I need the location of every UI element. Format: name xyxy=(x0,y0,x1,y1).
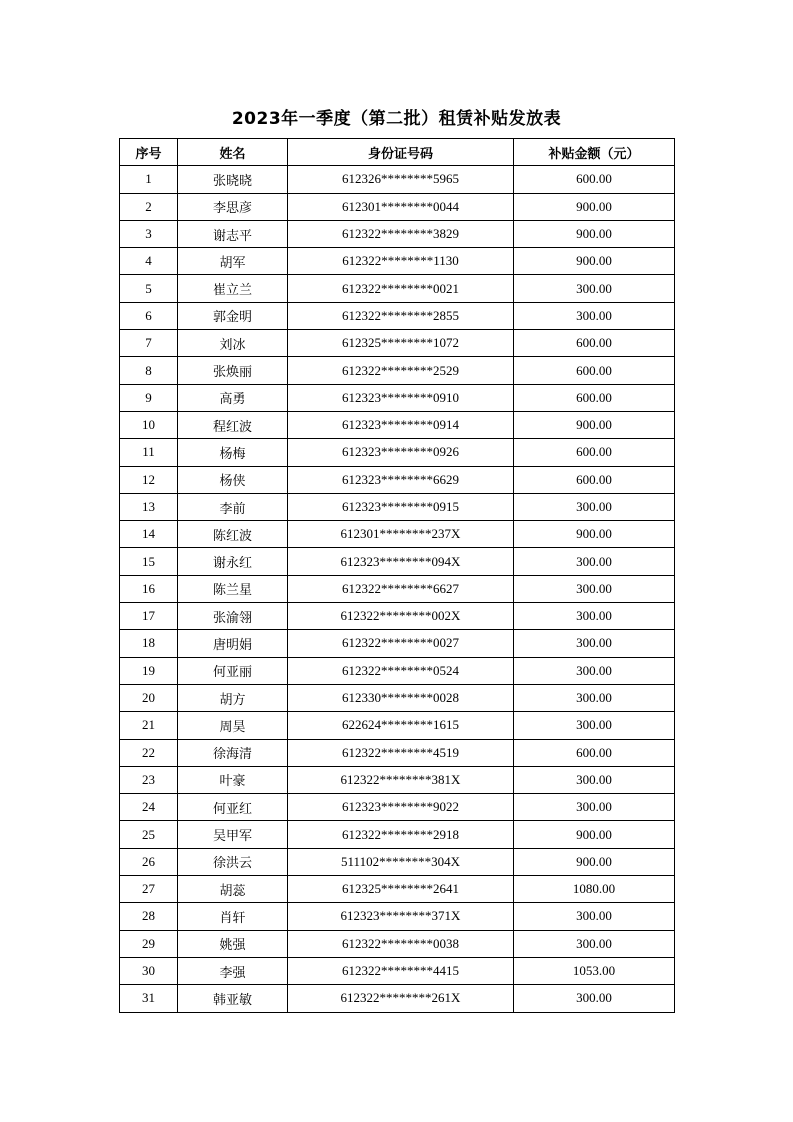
table-row xyxy=(120,876,675,903)
cell-amount: 300.00 xyxy=(514,275,675,302)
cell-id: 612322********0524 xyxy=(288,657,514,684)
cell-amount: 900.00 xyxy=(514,521,675,548)
cell-seq: 7 xyxy=(120,330,178,357)
table-row xyxy=(120,548,675,575)
cell-amount: 300.00 xyxy=(514,603,675,630)
cell-name: 李前 xyxy=(178,493,288,520)
cell-id: 612323********0926 xyxy=(288,439,514,466)
cell-seq: 11 xyxy=(120,439,178,466)
cell-name: 肖轩 xyxy=(178,903,288,930)
cell-name: 程红波 xyxy=(178,411,288,438)
cell-amount: 300.00 xyxy=(514,657,675,684)
cell-id: 612322********261X xyxy=(288,985,514,1012)
cell-seq: 22 xyxy=(120,739,178,766)
cell-amount: 600.00 xyxy=(514,439,675,466)
table-row xyxy=(120,684,675,711)
cell-amount: 900.00 xyxy=(514,411,675,438)
cell-amount: 1080.00 xyxy=(514,876,675,903)
cell-name: 郭金明 xyxy=(178,302,288,329)
cell-amount: 300.00 xyxy=(514,766,675,793)
cell-name: 谢志平 xyxy=(178,220,288,247)
table-row xyxy=(120,248,675,275)
cell-seq: 17 xyxy=(120,603,178,630)
cell-name: 杨梅 xyxy=(178,439,288,466)
cell-id: 612322********381X xyxy=(288,766,514,793)
cell-id: 612322********3829 xyxy=(288,220,514,247)
cell-id: 612325********2641 xyxy=(288,876,514,903)
cell-seq: 14 xyxy=(120,521,178,548)
cell-id: 612325********1072 xyxy=(288,330,514,357)
cell-id: 612323********0910 xyxy=(288,384,514,411)
cell-name: 杨侠 xyxy=(178,466,288,493)
table-row xyxy=(120,411,675,438)
cell-seq: 16 xyxy=(120,575,178,602)
cell-seq: 2 xyxy=(120,193,178,220)
table-row xyxy=(120,603,675,630)
table-header-row xyxy=(120,139,675,166)
cell-id: 612323********0914 xyxy=(288,411,514,438)
table-row xyxy=(120,930,675,957)
header-name: 姓名 xyxy=(178,139,288,166)
cell-amount: 300.00 xyxy=(514,548,675,575)
cell-seq: 20 xyxy=(120,684,178,711)
cell-amount: 300.00 xyxy=(514,930,675,957)
table-row xyxy=(120,357,675,384)
cell-seq: 18 xyxy=(120,630,178,657)
table-row xyxy=(120,521,675,548)
cell-amount: 300.00 xyxy=(514,985,675,1012)
table-row xyxy=(120,275,675,302)
cell-name: 周昊 xyxy=(178,712,288,739)
cell-name: 崔立兰 xyxy=(178,275,288,302)
table-row xyxy=(120,220,675,247)
cell-seq: 4 xyxy=(120,248,178,275)
cell-amount: 600.00 xyxy=(514,166,675,193)
table-row xyxy=(120,985,675,1012)
cell-seq: 19 xyxy=(120,657,178,684)
cell-amount: 600.00 xyxy=(514,739,675,766)
page-title: 2023年一季度（第二批）租赁补贴发放表 xyxy=(231,109,562,129)
cell-amount: 600.00 xyxy=(514,466,675,493)
cell-amount: 300.00 xyxy=(514,684,675,711)
cell-seq: 29 xyxy=(120,930,178,957)
cell-id: 612322********4519 xyxy=(288,739,514,766)
cell-name: 徐海清 xyxy=(178,739,288,766)
cell-id: 612322********2529 xyxy=(288,357,514,384)
cell-seq: 27 xyxy=(120,876,178,903)
cell-seq: 3 xyxy=(120,220,178,247)
cell-amount: 300.00 xyxy=(514,493,675,520)
cell-id: 612322********2918 xyxy=(288,821,514,848)
cell-seq: 5 xyxy=(120,275,178,302)
cell-name: 张渝翎 xyxy=(178,603,288,630)
cell-id: 612322********002X xyxy=(288,603,514,630)
cell-amount: 900.00 xyxy=(514,821,675,848)
cell-amount: 900.00 xyxy=(514,220,675,247)
cell-seq: 31 xyxy=(120,985,178,1012)
cell-name: 唐明娟 xyxy=(178,630,288,657)
cell-id: 612323********371X xyxy=(288,903,514,930)
cell-id: 612322********0021 xyxy=(288,275,514,302)
cell-id: 622624********1615 xyxy=(288,712,514,739)
cell-seq: 15 xyxy=(120,548,178,575)
cell-id: 612322********1130 xyxy=(288,248,514,275)
table-row xyxy=(120,794,675,821)
cell-name: 张晓晓 xyxy=(178,166,288,193)
cell-name: 姚强 xyxy=(178,930,288,957)
cell-id: 612330********0028 xyxy=(288,684,514,711)
cell-id: 612301********0044 xyxy=(288,193,514,220)
table-row xyxy=(120,712,675,739)
cell-id: 612301********237X xyxy=(288,521,514,548)
cell-amount: 300.00 xyxy=(514,575,675,602)
cell-id: 612323********9022 xyxy=(288,794,514,821)
cell-id: 612322********6627 xyxy=(288,575,514,602)
table-row xyxy=(120,821,675,848)
cell-amount: 1053.00 xyxy=(514,957,675,984)
table-row xyxy=(120,766,675,793)
cell-id: 511102********304X xyxy=(288,848,514,875)
cell-name: 陈红波 xyxy=(178,521,288,548)
cell-amount: 300.00 xyxy=(514,903,675,930)
cell-seq: 28 xyxy=(120,903,178,930)
cell-name: 吴甲军 xyxy=(178,821,288,848)
header-amount: 补贴金额（元） xyxy=(514,139,675,166)
cell-id: 612323********6629 xyxy=(288,466,514,493)
cell-name: 李思彦 xyxy=(178,193,288,220)
cell-amount: 900.00 xyxy=(514,248,675,275)
subsidy-table xyxy=(119,138,675,1013)
cell-id: 612322********0038 xyxy=(288,930,514,957)
table-row xyxy=(120,848,675,875)
cell-seq: 26 xyxy=(120,848,178,875)
table-row xyxy=(120,739,675,766)
cell-name: 张焕丽 xyxy=(178,357,288,384)
cell-name: 高勇 xyxy=(178,384,288,411)
cell-amount: 300.00 xyxy=(514,794,675,821)
table-row xyxy=(120,330,675,357)
cell-amount: 300.00 xyxy=(514,712,675,739)
table-row xyxy=(120,466,675,493)
table-row xyxy=(120,575,675,602)
cell-seq: 6 xyxy=(120,302,178,329)
table-row xyxy=(120,384,675,411)
cell-amount: 900.00 xyxy=(514,193,675,220)
cell-seq: 21 xyxy=(120,712,178,739)
cell-id: 612323********0915 xyxy=(288,493,514,520)
cell-seq: 25 xyxy=(120,821,178,848)
cell-amount: 600.00 xyxy=(514,330,675,357)
cell-name: 叶豪 xyxy=(178,766,288,793)
cell-amount: 600.00 xyxy=(514,357,675,384)
cell-amount: 900.00 xyxy=(514,848,675,875)
table-row xyxy=(120,439,675,466)
cell-seq: 9 xyxy=(120,384,178,411)
table-row xyxy=(120,957,675,984)
cell-amount: 300.00 xyxy=(514,630,675,657)
cell-name: 何亚丽 xyxy=(178,657,288,684)
cell-name: 李强 xyxy=(178,957,288,984)
table-row xyxy=(120,193,675,220)
header-id: 身份证号码 xyxy=(288,139,514,166)
cell-amount: 300.00 xyxy=(514,302,675,329)
cell-name: 何亚红 xyxy=(178,794,288,821)
table-row xyxy=(120,903,675,930)
cell-id: 612322********0027 xyxy=(288,630,514,657)
cell-seq: 10 xyxy=(120,411,178,438)
table-row xyxy=(120,166,675,193)
cell-id: 612326********5965 xyxy=(288,166,514,193)
cell-name: 韩亚敏 xyxy=(178,985,288,1012)
cell-id: 612322********4415 xyxy=(288,957,514,984)
table-row xyxy=(120,657,675,684)
cell-name: 胡方 xyxy=(178,684,288,711)
cell-name: 徐洪云 xyxy=(178,848,288,875)
cell-name: 陈兰星 xyxy=(178,575,288,602)
table-row xyxy=(120,302,675,329)
cell-seq: 23 xyxy=(120,766,178,793)
cell-name: 胡军 xyxy=(178,248,288,275)
cell-amount: 600.00 xyxy=(514,384,675,411)
cell-seq: 1 xyxy=(120,166,178,193)
cell-seq: 13 xyxy=(120,493,178,520)
cell-name: 胡蕊 xyxy=(178,876,288,903)
cell-seq: 30 xyxy=(120,957,178,984)
cell-name: 刘冰 xyxy=(178,330,288,357)
table-row xyxy=(120,493,675,520)
cell-seq: 12 xyxy=(120,466,178,493)
cell-name: 谢永红 xyxy=(178,548,288,575)
cell-id: 612322********2855 xyxy=(288,302,514,329)
table-row xyxy=(120,630,675,657)
cell-seq: 8 xyxy=(120,357,178,384)
header-seq: 序号 xyxy=(120,139,178,166)
cell-seq: 24 xyxy=(120,794,178,821)
cell-id: 612323********094X xyxy=(288,548,514,575)
